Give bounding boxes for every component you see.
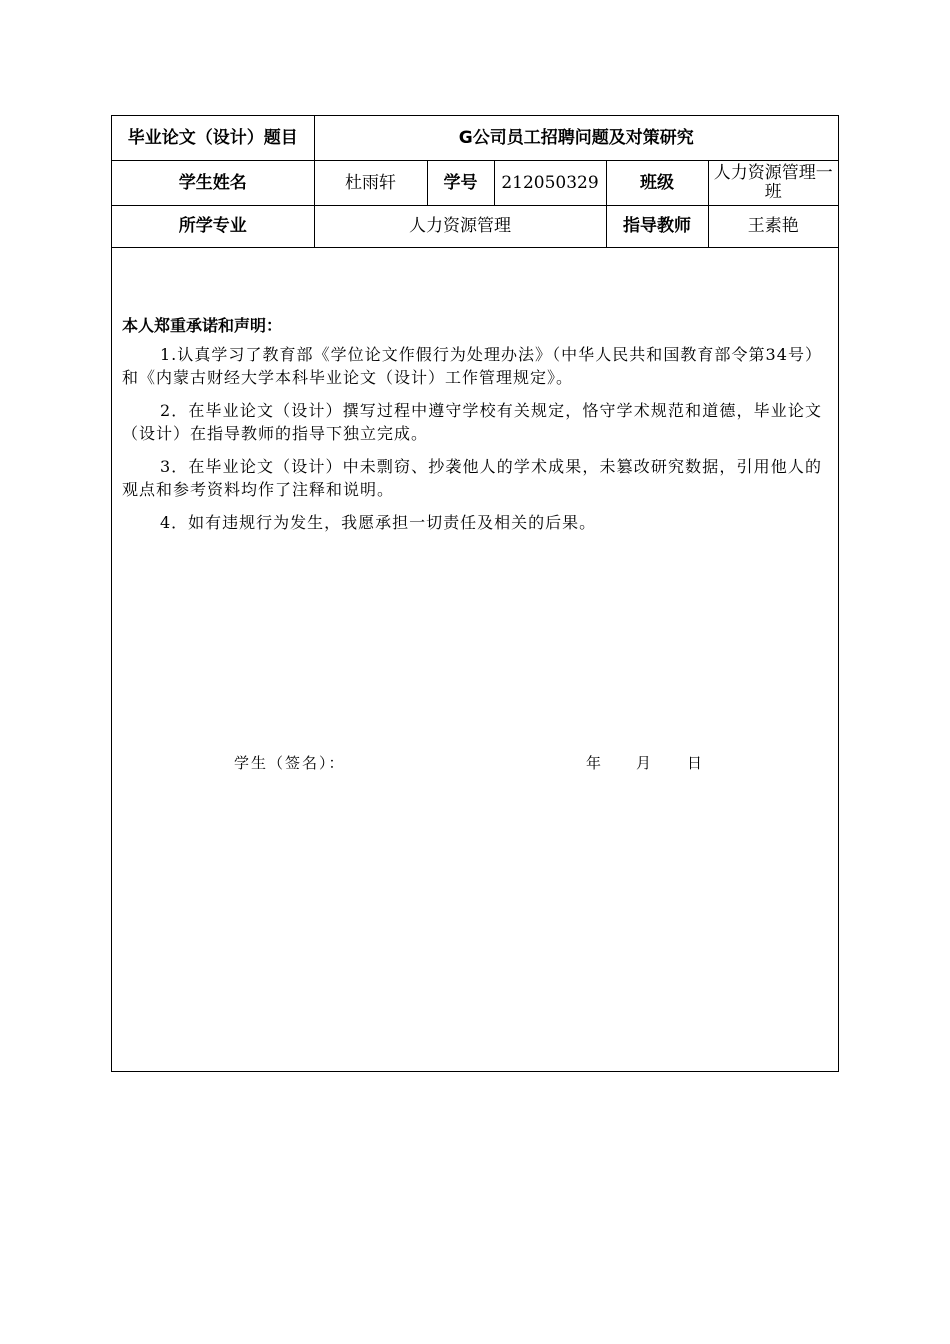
student-name-value: 杜雨轩 — [314, 161, 427, 206]
student-info-table — [112, 116, 838, 248]
thesis-title-value: G公司员工招聘问题及对策研究 — [314, 116, 838, 161]
date-year-label: 年 — [586, 754, 602, 772]
declaration-item: 1.认真学习了教育部《学位论文作假行为处理办法》（中华人民共和国教育部令第34号）和《内蒙古财经大学本科毕业论文（设计）工作管理规定》。 — [122, 345, 822, 387]
student-name-label: 学生姓名 — [112, 161, 314, 206]
student-signature-label: 学生（签名）： — [234, 754, 346, 772]
class-label: 班级 — [606, 161, 708, 206]
student-id-value: 212050329 — [494, 161, 606, 206]
date-day-label: 日 — [687, 754, 703, 772]
date-month-label: 月 — [636, 754, 652, 772]
class-value: 人力资源管理一班 — [708, 161, 838, 206]
major-row — [112, 206, 838, 248]
declaration-heading: 本人郑重承诺和声明： — [122, 316, 283, 335]
declaration-item: 4．如有违规行为发生，我愿承担一切责任及相关的后果。 — [160, 513, 597, 532]
title-row — [112, 116, 838, 161]
declaration-section — [122, 314, 822, 544]
advisor-label: 指导教师 — [606, 206, 708, 248]
major-value: 人力资源管理 — [314, 206, 606, 248]
student-row — [112, 161, 838, 206]
thesis-declaration-form — [111, 115, 839, 1072]
student-id-label: 学号 — [427, 161, 494, 206]
major-label: 所学专业 — [112, 206, 314, 248]
thesis-title-label: 毕业论文（设计）题目 — [112, 116, 314, 161]
declaration-item: 2．在毕业论文（设计）撰写过程中遵守学校有关规定，恪守学术规范和道德，毕业论文（设计）在指导教师的指导下独立完成。 — [122, 401, 822, 443]
advisor-value: 王素艳 — [708, 206, 838, 248]
declaration-item: 3．在毕业论文（设计）中未剽窃、抄袭他人的学术成果，未篡改研究数据，引用他人的观点和参考资料均作了注释和说明。 — [122, 457, 822, 499]
